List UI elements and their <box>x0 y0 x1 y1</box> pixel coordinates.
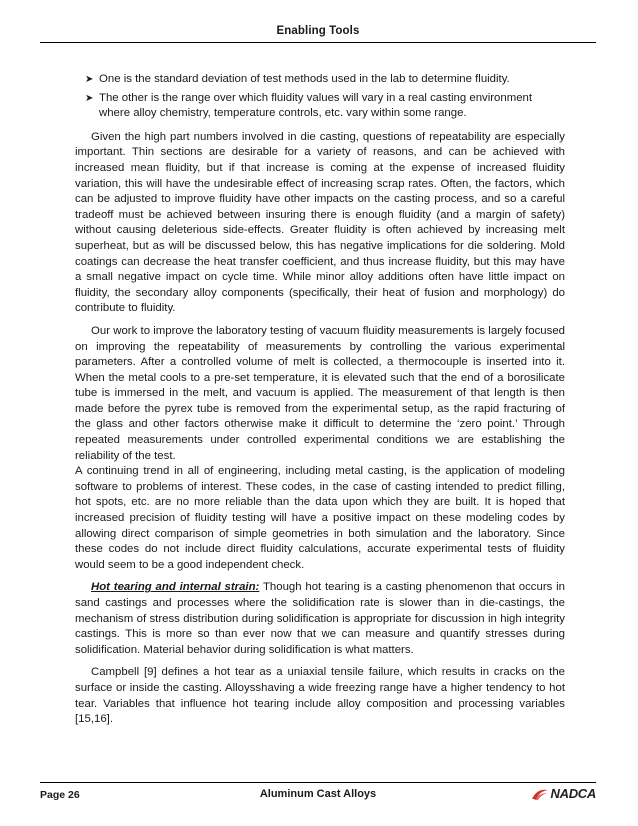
paragraph-modeling: A continuing trend in all of engineering, including metal casting, is the application of modeling software to problems of interest. These codes, in the case of casting intended to predict filling, hot spots, etc. are no more reliable than the data upon which they are built. It is hoped that increased precision of fluidity testing will have a positive impact on these modeling codes by allowing direct comparison of simple geometries in both simulation and the laboratory. Since these codes do not include direct fluidity calculations, accurate experimental tests of fluidity would seem to be a good independent check. <box>75 465 565 571</box>
section-heading: Hot tearing and internal strain: <box>91 581 260 594</box>
page-header <box>40 22 596 43</box>
arrow-bullet-icon: ➤ <box>85 92 94 104</box>
arrow-bullet-icon: ➤ <box>85 74 94 85</box>
page-number: Page 26 <box>40 789 80 801</box>
paragraph-repeatability: Given the high part numbers involved in die casting, questions of repeatability are especially important. Thin sections are desirable for a variety of reasons, and can be achieved with increased mean fluidity, but if that increase is coming at the expense of increased fluidity variation, this will have the undesirable effect of increasing scrap rates. Often, the factors, which can be adjusted to improve fluidity have other impacts on the casting process, and so a careful tradeoff must be achieved between insuring there is enough fluidity (and a margin of safety) without causing deleterious side-effects. Greater fluidity is often achieved by increasing melt superheat, but as will be discussed below, this has negative implications for die soldering. Mold coatings can decrease the heat transfer coefficient, and thus increase fluidity, but this may have a small negative impact on cycle time. While minor alloy additions often have little impact on fluidity, the secondary alloy components (specifically, their heat of fusion and morphology) do contribute to fluidity. <box>75 130 565 315</box>
page-content <box>75 72 565 735</box>
header-title: Enabling Tools <box>276 25 360 37</box>
page-footer <box>40 782 596 805</box>
list-item <box>85 72 565 88</box>
paragraph-campbell: Campbell [9] defines a hot tear as a uniaxial tensile failure, which results in cracks on the surface or inside the casting. Alloysshaving a wide freezing range have a higher tendency to hot tear. Variables that influence hot tearing include alloy composition and processing variables [15,16]. <box>75 666 565 726</box>
footer-title: Aluminum Cast Alloys <box>259 788 377 800</box>
paragraph-vacuum-fluidity: Our work to improve the laboratory testing of vacuum fluidity measurements is largely focused on improving the repeatability of measurements by controlling the various experimental parameters. After a controlled volume of melt is collected, a thermocouple is inserted into it. When the metal cools to a pre-set temperature, it is elevated such that the end of a borosilicate tube is immersed in the melt, and vacuum is applied. The measurement of that length is then made before the pyrex tube is removed from the experimental setup, as the rapid fracturing of the glass and other factors otherwise make it difficult to determine the ‘zero point.’ Through repeated measurements under controlled experimental conditions we are establishing the reliability of the test. <box>75 324 565 462</box>
paragraph-hot-tearing <box>75 580 565 658</box>
paragraph-text: Though hot tearing is a casting phenomenon that occurs in sand castings and processes where the solidification rate is slower than in die-castings, the mechanism of stress distribution during solidification is appropriate for discussion in high integrity castings. This is more so than ever now that we can measure and quantify stresses during solidification. Material behavior during solidification is what matters. <box>75 581 565 656</box>
nadca-logo <box>531 786 596 801</box>
bullet-list <box>85 72 565 122</box>
bullet-text: The other is the range over which fluidity values will vary in a real casting environment where alloy chemistry, temperature controls, etc. vary within some range. <box>99 91 533 120</box>
bullet-text: One is the standard deviation of test methods used in the lab to determine fluidity. <box>99 73 510 85</box>
logo-text: NADCA <box>550 786 596 801</box>
list-item <box>85 91 565 122</box>
logo-swoosh-icon <box>531 787 549 801</box>
